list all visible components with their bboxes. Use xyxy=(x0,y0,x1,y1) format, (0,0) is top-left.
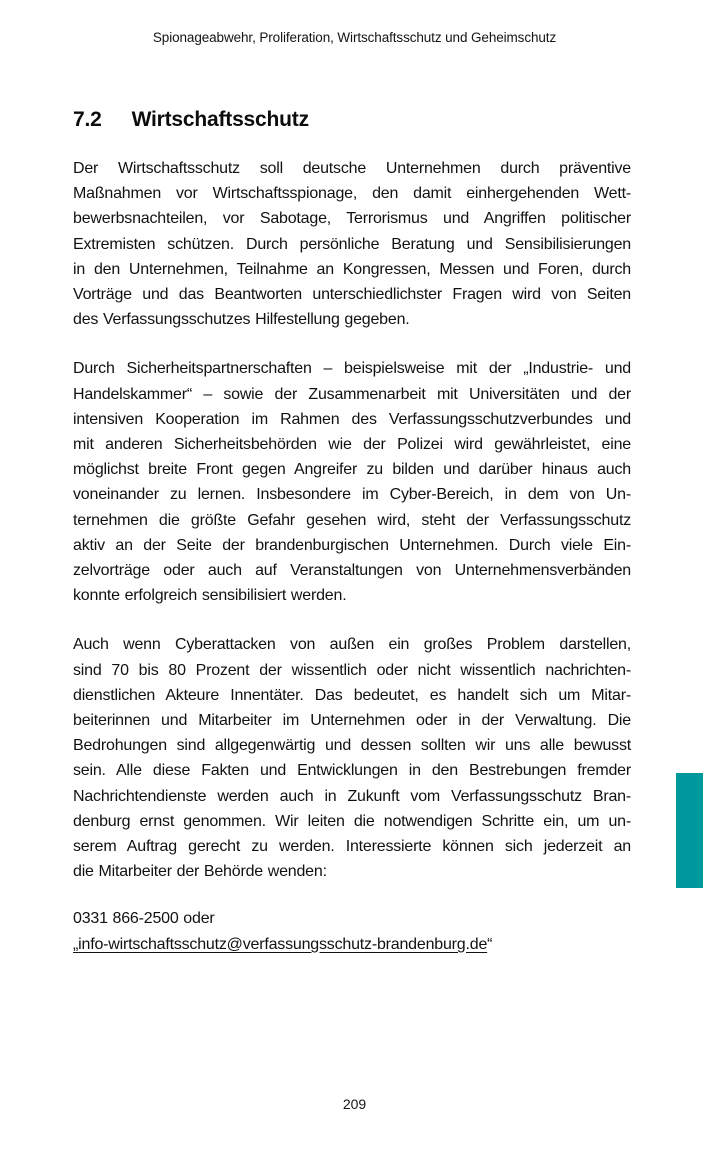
text-line: in den Unternehmen, Teilnahme an Kongressen, Messen und Foren, durch xyxy=(73,260,631,278)
text-line: dienstlichen Akteure Innentäter. Das bedeutet, es handelt sich um Mitar- xyxy=(73,686,631,704)
text-line: Auch wenn Cyberattacken von außen ein großes Problem darstellen, xyxy=(73,636,631,654)
text-line: Durch Sicherheitspartnerschaften – beispielsweise mit der „Industrie- und xyxy=(73,360,631,378)
running-header: Spionageabwehr, Proliferation, Wirtschaftsschutz und Geheimschutz xyxy=(152,30,557,45)
text-line: Bedrohungen sind allgegenwärtig und dessen sollten wir uns alle bewusst xyxy=(73,737,631,755)
text-line: sind 70 bis 80 Prozent der wissentlich oder nicht wissentlich nachrichten- xyxy=(73,661,631,679)
page-number: 209 xyxy=(342,1096,367,1112)
text-line: mit anderen Sicherheitsbehörden wie der Polizei wird gewährleistet, eine xyxy=(73,436,631,454)
text-line: sein. Alle diese Fakten und Entwicklungen in den Bestrebungen fremder xyxy=(73,762,631,780)
email-close-quote: “ xyxy=(487,935,493,953)
text-line: die Mitarbeiter der Behörde wenden: xyxy=(73,863,327,881)
text-line: Der Wirtschaftsschutz soll deutsche Unternehmen durch präventive xyxy=(73,160,631,177)
text-line: voneinander zu lernen. Insbesondere im Cyber-Bereich, in dem von Un- xyxy=(73,486,631,504)
text-line: intensiven Kooperation im Rahmen des Verfassungsschutzverbundes und xyxy=(73,410,631,428)
phone-line: 0331 866-2500 oder xyxy=(73,910,215,928)
section-title: Wirtschaftsschutz xyxy=(131,108,309,131)
text-line: konnte erfolgreich sensibilisiert werden. xyxy=(73,587,347,605)
text-line: möglichst breite Front gegen Angreifer zu bilden und darüber hinaus auch xyxy=(73,461,631,479)
email-open-quote: „ xyxy=(73,935,79,953)
email-link[interactable]: info-wirtschaftsschutz@verfassungsschutz-brandenburg.de xyxy=(78,935,488,953)
body-paragraph xyxy=(73,156,631,332)
text-line: denburg ernst genommen. Wir leiten die notwendigen Schritte ein, um un- xyxy=(73,812,631,830)
text-line: beiterinnen und Mitarbeiter im Unternehmen oder in der Verwaltung. Die xyxy=(73,712,631,730)
text-line: zelvorträge oder auch auf Veranstaltungen von Unternehmensverbänden xyxy=(73,562,631,580)
text-line: des Verfassungsschutzes Hilfestellung gegeben. xyxy=(73,311,410,329)
text-line: aktiv an der Seite der brandenburgischen Unternehmen. Durch viele Ein- xyxy=(73,536,631,554)
text-line: Maßnahmen vor Wirtschaftsspionage, den damit einhergehenden Wett- xyxy=(73,185,631,203)
text-line: bewerbsnachteilen, vor Sabotage, Terrorismus und Angriffen politischer xyxy=(73,210,631,228)
section-number: 7.2 xyxy=(73,108,102,131)
page-body xyxy=(73,102,631,957)
text-line: Nachrichtendienste werden auch in Zukunft vom Verfassungsschutz Bran- xyxy=(73,787,631,805)
text-line: ternehmen die größte Gefahr gesehen wird, steht der Verfassungsschutz xyxy=(73,511,631,529)
section-heading xyxy=(73,108,631,132)
body-paragraph xyxy=(73,356,631,608)
body-paragraph xyxy=(73,632,631,884)
email-line xyxy=(73,932,631,957)
chapter-tab-marker xyxy=(676,773,703,888)
text-line: serem Auftrag gerecht zu werden. Interessierte können sich jederzeit an xyxy=(73,838,631,856)
text-line: Handelskammer“ – sowie der Zusammenarbeit mit Universitäten und der xyxy=(73,385,631,403)
text-line: Vorträge und das Beantworten unterschiedlichster Fragen wird von Seiten xyxy=(73,286,631,304)
text-line: Extremisten schützen. Durch persönliche Beratung und Sensibilisierungen xyxy=(73,235,631,253)
contact-block xyxy=(73,906,631,956)
